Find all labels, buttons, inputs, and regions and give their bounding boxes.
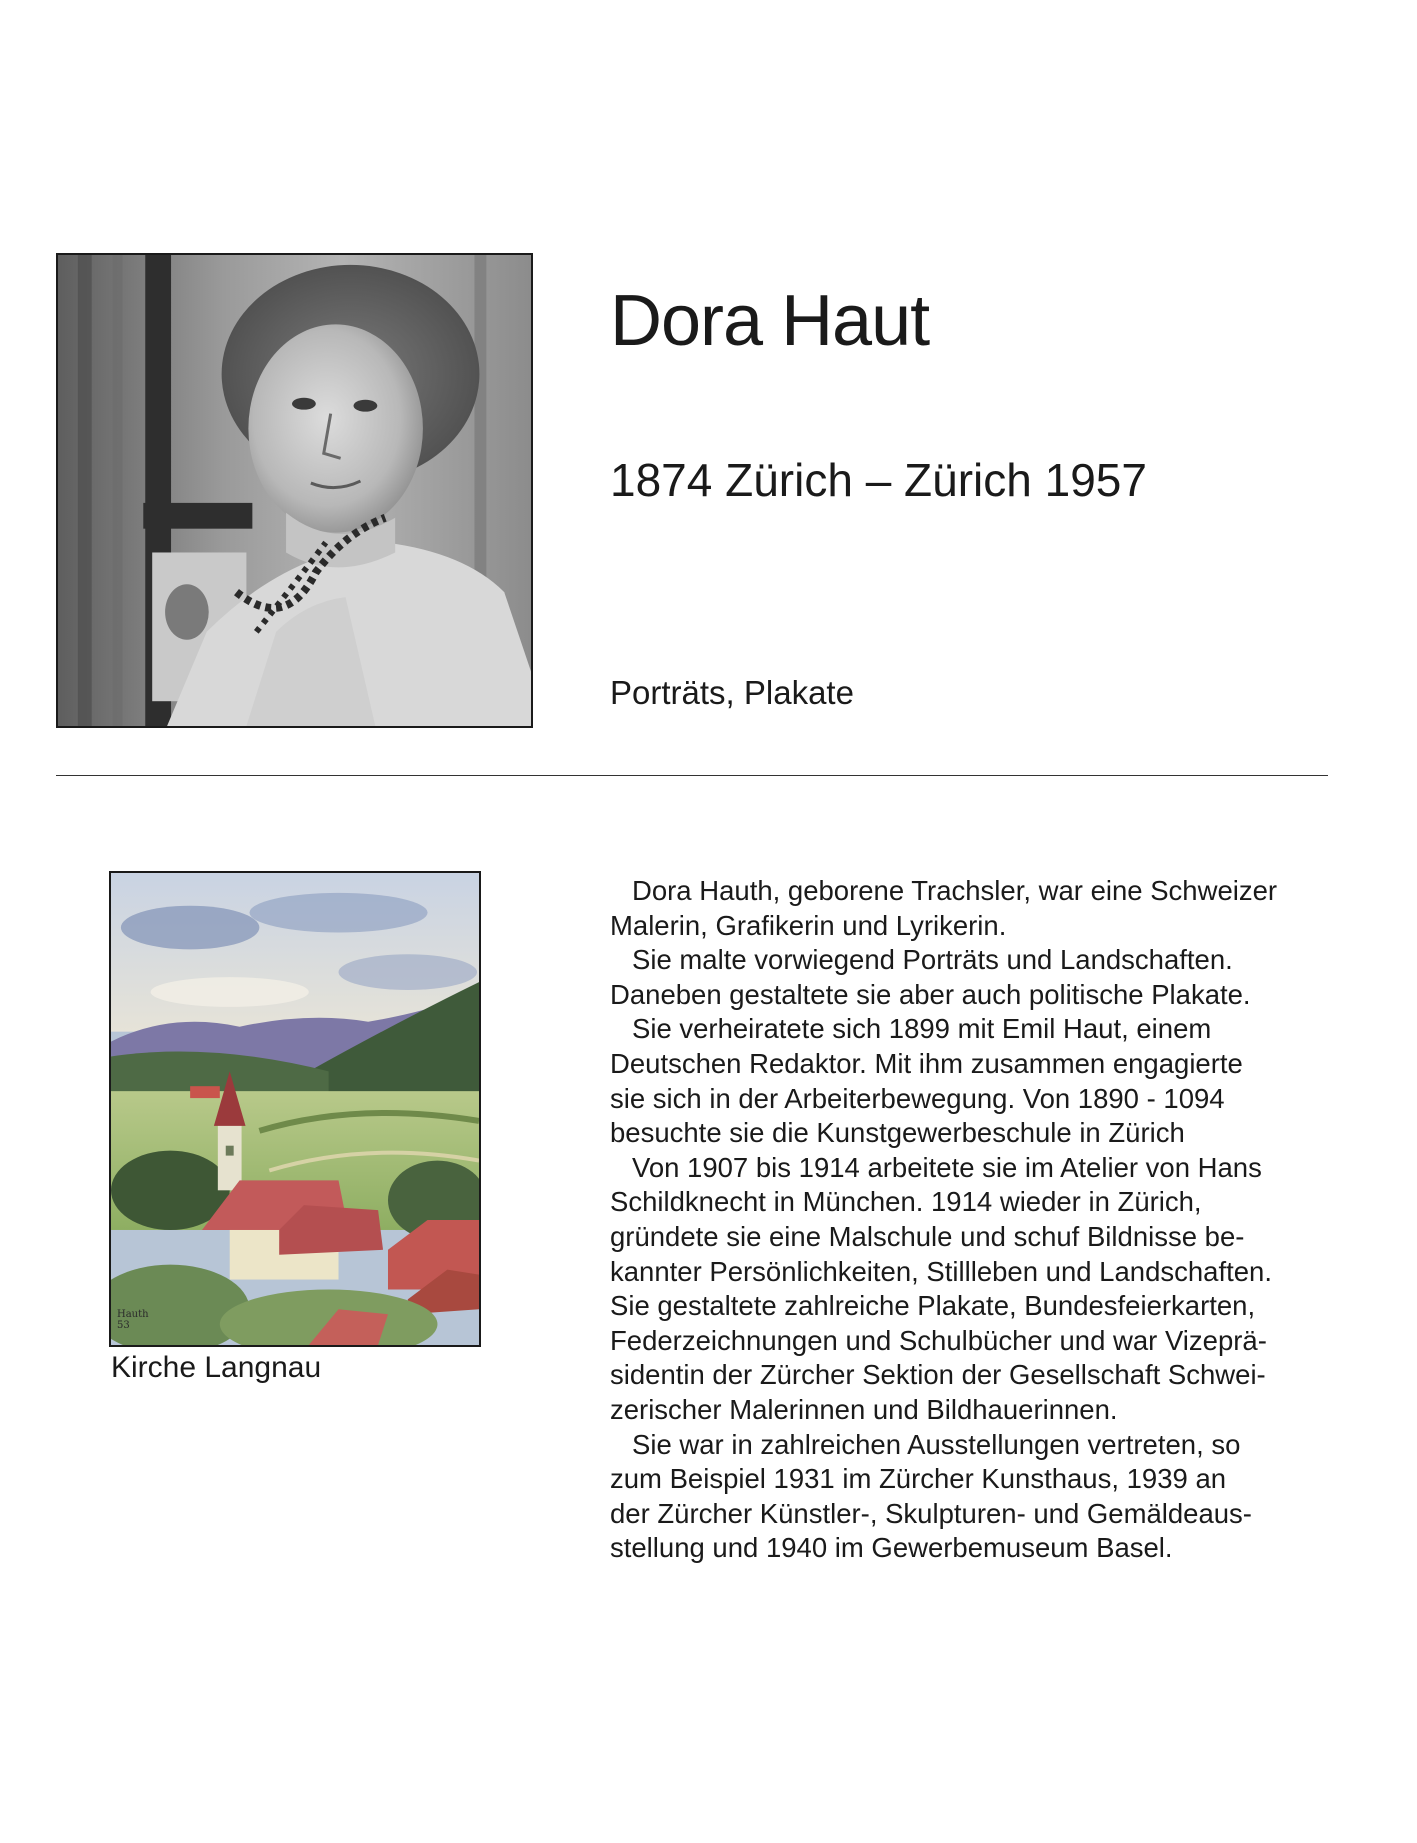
bio-line: zerischer Malerinnen und Bildhauerinnen. [610, 1393, 1118, 1425]
section-divider [56, 775, 1328, 776]
bio-line: kannter Persönlichkeiten, Stillleben und Landschaften. [610, 1255, 1272, 1287]
bio-line: der Zürcher Künstler-, Skulpturen- und Gemäldeaus- [610, 1497, 1252, 1529]
artist-name: Dora Haut [610, 281, 930, 361]
landscape-painting [111, 873, 479, 1345]
bio-line: Sie gestaltete zahlreiche Plakate, Bundesfeierkarten, [610, 1290, 1256, 1322]
painting-signature: Hauth 53 [117, 1309, 149, 1331]
portrait-image [58, 255, 531, 726]
bio-line: Von 1907 bis 1914 arbeitete sie im Atelier von Hans [632, 1151, 1262, 1183]
portrait-photo [56, 253, 533, 728]
bio-line: Sie malte vorwiegend Porträts und Landschaften. [632, 944, 1233, 976]
bio-line: Sie verheiratete sich 1899 mit Emil Haut, einem [632, 1013, 1212, 1045]
bio-line: Federzeichnungen und Schulbücher und war Vizeprä- [610, 1324, 1267, 1356]
bio-line: sidentin der Zürcher Sektion der Gesellschaft Schwei- [610, 1359, 1266, 1391]
artist-genres: Porträts, Plakate [610, 674, 854, 711]
painting-caption: Kirche Langnau [111, 1351, 322, 1384]
bio-line: Malerin, Grafikerin und Lyrikerin. [610, 909, 1007, 941]
bio-line: gründete sie eine Malschule und schuf Bildnisse be- [610, 1220, 1245, 1252]
bio-line: stellung und 1940 im Gewerbemuseum Basel. [610, 1532, 1173, 1564]
bio-line: sie sich in der Arbeiterbewegung. Von 1890 - 1094 [610, 1082, 1225, 1114]
bio-line: Schildknecht in München. 1914 wieder in Zürich, [610, 1186, 1202, 1218]
bio-line: Daneben gestaltete sie aber auch politische Plakate. [610, 978, 1251, 1010]
bio-line: Dora Hauth, geborene Trachsler, war eine Schweizer [632, 875, 1278, 906]
biography-text [610, 874, 1330, 1566]
bio-line: Sie war in zahlreichen Ausstellungen vertreten, so [632, 1428, 1241, 1460]
bio-line: zum Beispiel 1931 im Zürcher Kunsthaus, 1939 an [610, 1463, 1227, 1495]
painting-image [109, 871, 481, 1347]
bio-line: besuchte sie die Kunstgewerbeschule in Zürich [610, 1117, 1185, 1149]
artist-lifespan: 1874 Zürich – Zürich 1957 [610, 454, 1147, 506]
bio-line: Deutschen Redaktor. Mit ihm zusammen engagierte [610, 1047, 1243, 1079]
